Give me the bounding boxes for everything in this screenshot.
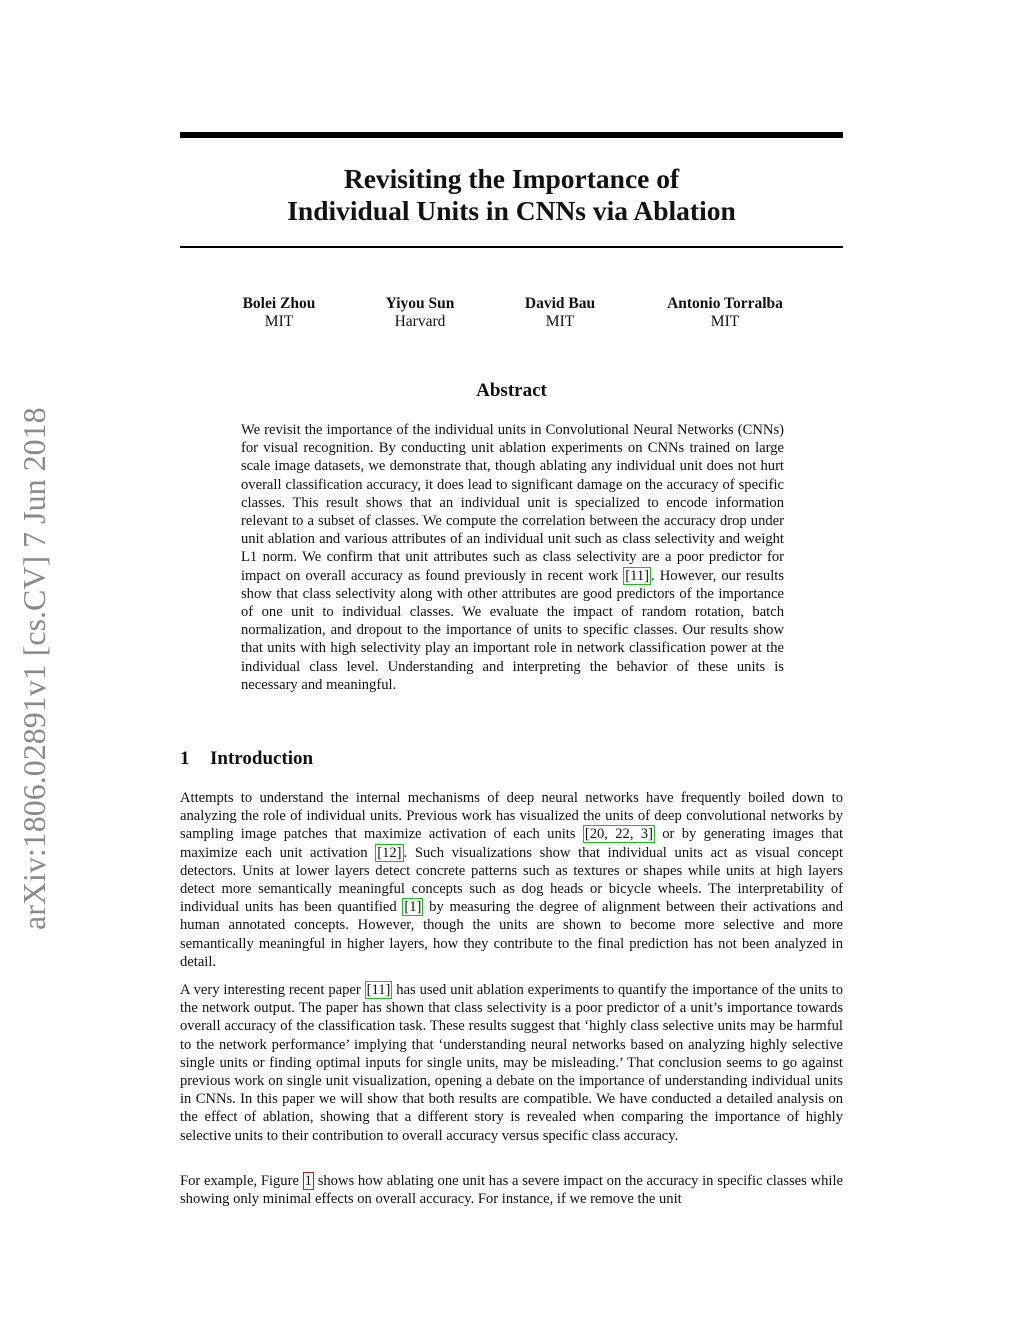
section-heading-introduction — [180, 747, 313, 771]
abstract-text-part: . However, our results show that class selectivity along with other attributes are good predictors of the importance of one unit to individual classes. We evaluate the impact of random rotation, batch normalization, and dropout to the importance of units to specific classes. Our results show that units with high selectivity play an important role in network classification power at the individual class level. Understanding and interpreting the behavior of these units is necessary and meaningful. — [241, 567, 784, 693]
arxiv-identifier-sidebar: arXiv:1806.02891v1 [cs.CV] 7 Jun 2018 — [16, 407, 52, 930]
intro-paragraph-2 — [180, 981, 843, 1145]
intro-paragraph-1 — [180, 789, 843, 971]
paragraph-text: A very interesting recent paper — [180, 982, 365, 998]
author-affiliation: MIT — [264, 313, 294, 330]
title-line-2: Individual Units in CNNs via Ablation — [287, 195, 736, 226]
author-block — [360, 295, 480, 331]
citation-link[interactable]: [20, 22, 3] — [584, 826, 653, 843]
author-name: David Bau — [524, 295, 596, 312]
citation-link[interactable]: [11] — [366, 982, 391, 998]
paper-title — [180, 163, 843, 227]
author-block — [500, 295, 620, 331]
author-block — [645, 295, 805, 331]
section-number: 1 — [180, 748, 190, 769]
intro-paragraph-3 — [180, 1172, 843, 1208]
citation-link[interactable]: [1] — [404, 899, 422, 916]
paragraph-text: For example, Figure — [180, 1173, 303, 1189]
author-name: Antonio Torralba — [667, 295, 783, 312]
author-name: Bolei Zhou — [242, 295, 316, 312]
paragraph-text: or by generating images that maximize each unit activation — [180, 826, 843, 861]
abstract-text-part: We revisit the importance of the individual units in Convolutional Neural Networks (CNNs) for visual recognition. By conducting unit ablation experiments on CNNs trained on large scale image datasets, we demonstrate that, though ablating any individual unit does not hurt overall classification accuracy, it does lead to significant damage on the accuracy of specific classes. This result shows that an individual unit is specialized to encode information relevant to a subset of classes. We compute the correlation between the accuracy drop under unit ablation and various attributes of an individual unit such as class selectivity and weight L1 norm. We confirm that unit attributes such as class selectivity are a poor predictor for impact on overall accuracy as found previously in recent work — [241, 422, 784, 584]
paragraph-text: by measuring the degree of alignment between their activations and human annotated concepts. However, though the units are shown to become more selective and more semantically meaningful in higher layers, how they contribute to the final prediction has not been analyzed in detail. — [180, 899, 843, 970]
abstract-body — [241, 421, 784, 694]
title-line-1: Revisiting the Importance of — [343, 163, 680, 194]
abstract-heading: Abstract — [476, 380, 547, 401]
author-affiliation: MIT — [710, 313, 740, 330]
citation-link[interactable]: [11] — [625, 567, 650, 584]
author-affiliation: Harvard — [394, 313, 446, 330]
author-affiliation: MIT — [545, 313, 575, 330]
title-bottom-rule — [180, 246, 843, 248]
paragraph-text: . Such visualizations show that individual units act as visual concept detectors. Units at lower layers detect concrete patterns such as textures or shapes while units at high layers detect more semantically meaningful concepts such as dog heads or bicycle wheels. The interpretability of individual units has been quantified — [180, 844, 843, 916]
title-top-rule — [180, 132, 843, 138]
author-name: Yiyou Sun — [385, 295, 455, 312]
citation-link[interactable]: [12] — [377, 844, 402, 861]
paragraph-text: Attempts to understand the internal mechanisms of deep neural networks have frequently boiled down to analyzing the role of individual units. Previous work has visualized the units of deep convolutional networks by sampling image patches that maximize activation of each units — [180, 790, 843, 843]
paragraph-text: has used unit ablation experiments to quantify the importance of the units to the network output. The paper has shown that class selectivity is a poor predictor of a unit’s importance towards overall accuracy of the classification task. These results suggest that ‘highly class selective units may be harmful to the network performance’ implying that ‘understanding neural networks based on analyzing highly selective single units or finding optimal inputs for single units, may be misleading.’ That conclusion seems to go against previous work on single unit visualization, opening a debate on the importance of understanding individual units in CNNs. In this paper we will show that both results are compatible. We have conducted a detailed analysis on the effect of ablation, showing that a different story is revealed when comparing the importance of highly selective units to their contribution to overall accuracy versus specific class accuracy. — [180, 982, 843, 1144]
author-block — [219, 295, 339, 331]
figure-reference-link[interactable]: 1 — [304, 1173, 312, 1189]
section-title: Introduction — [210, 748, 314, 769]
paragraph-text: shows how ablating one unit has a severe impact on the accuracy in specific classes while showing only minimal effects on overall accuracy. For instance, if we remove the unit — [180, 1173, 843, 1208]
